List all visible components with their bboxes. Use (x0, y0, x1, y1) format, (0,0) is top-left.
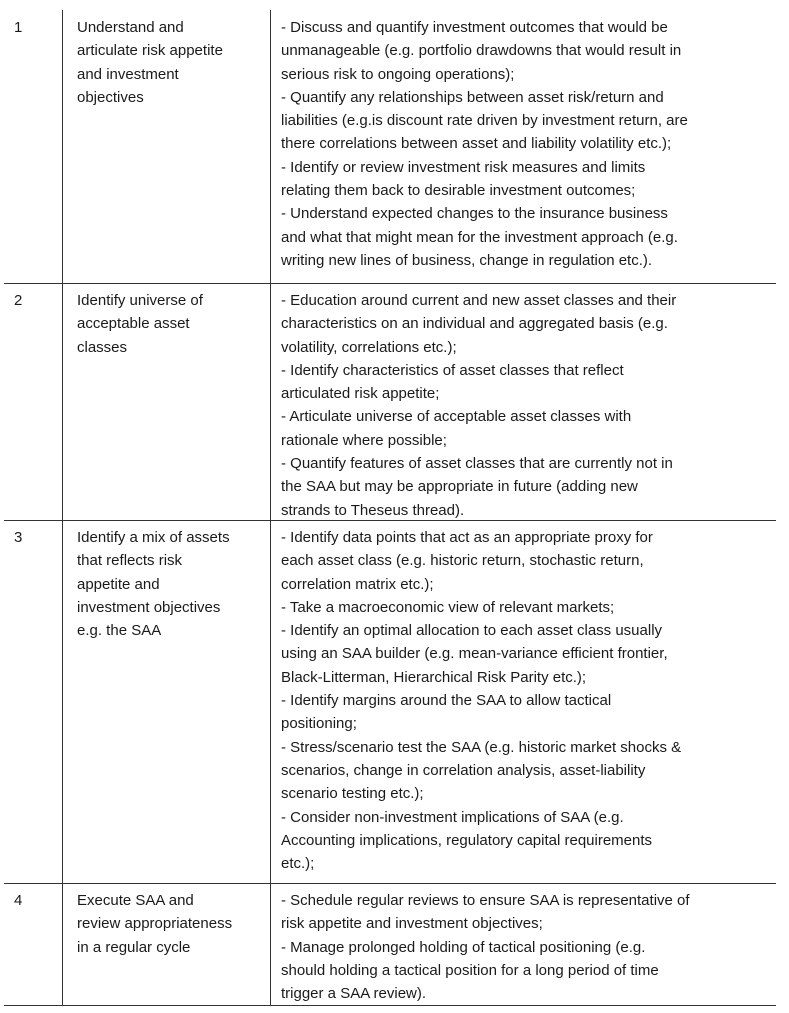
table-row (4, 283, 776, 521)
step-title (77, 289, 271, 359)
step-number-cell (4, 520, 62, 883)
activity-line: - Quantify any relationships between asset risk/return and (281, 88, 664, 106)
step-title-line: investment objectives (77, 598, 221, 616)
step-number: 3 (14, 529, 23, 546)
activity-line: characteristics on an individual and aggregated basis (e.g. (281, 315, 668, 333)
step-title-line: articulate risk appetite (77, 42, 223, 60)
activities-list (281, 526, 775, 875)
step-title-line: and investment (77, 65, 179, 83)
activities-cell (270, 520, 777, 883)
step-title-cell (62, 283, 271, 520)
step-title (77, 16, 271, 109)
step-number-cell (4, 883, 62, 1005)
step-title-line: acceptable asset (77, 315, 190, 333)
activity-line: positioning; (281, 715, 357, 733)
activity-line: should holding a tactical position for a long period of time (281, 961, 659, 979)
step-number-cell (4, 10, 62, 283)
step-title-line: review appropriateness (77, 915, 233, 933)
activity-line: each asset class (e.g. historic return, stochastic return, (281, 552, 644, 570)
activity-line: - Understand expected changes to the insurance business (281, 205, 668, 223)
activity-line: there correlations between asset and liability volatility etc.); (281, 135, 672, 153)
activity-line: using an SAA builder (e.g. mean-variance efficient frontier, (281, 645, 668, 663)
activity-line: relating them back to desirable investment outcomes; (281, 182, 636, 200)
activity-line: rationale where possible; (281, 431, 447, 449)
step-title-line: in a regular cycle (77, 938, 191, 956)
activity-line: - Identify margins around the SAA to allow tactical (281, 692, 612, 710)
activities-list (281, 889, 775, 1005)
step-number: 1 (14, 19, 23, 36)
step-title-line: Identify a mix of assets (77, 529, 230, 546)
activity-line: and what that might mean for the investment approach (e.g. (281, 228, 678, 246)
step-title-line: objectives (77, 88, 144, 106)
table-row (4, 10, 776, 284)
step-title-line: classes (77, 338, 128, 356)
activity-line: the SAA but may be appropriate in future (adding new (281, 478, 638, 496)
step-title-line: that reflects risk (77, 552, 183, 570)
step-title-line: appetite and (77, 575, 160, 593)
activities-cell (270, 10, 777, 283)
activity-line: - Stress/scenario test the SAA (e.g. historic market shocks & (281, 738, 682, 756)
activity-line: Accounting implications, regulatory capital requirements (281, 831, 653, 849)
activity-line: scenario testing etc.); (281, 785, 424, 803)
step-title (77, 526, 271, 642)
activity-line: unmanageable (e.g. portfolio drawdowns that would result in (281, 42, 682, 60)
activity-line: - Consider non-investment implications of SAA (e.g. (281, 808, 624, 826)
activities-list (281, 289, 775, 522)
activity-line: - Manage prolonged holding of tactical positioning (e.g. (281, 938, 646, 956)
activity-line: correlation matrix etc.); (281, 575, 434, 593)
table-row (4, 520, 776, 884)
activity-line: - Identify an optimal allocation to each asset class usually (281, 622, 663, 640)
activity-line: - Take a macroeconomic view of relevant markets; (281, 598, 615, 616)
activities-cell (270, 283, 777, 520)
step-title-cell (62, 520, 271, 883)
activity-line: - Articulate universe of acceptable asset classes with (281, 408, 632, 426)
step-title-line: Identify universe of (77, 292, 203, 309)
activity-line: liabilities (e.g.is discount rate driven by investment return, are (281, 112, 688, 130)
step-title-cell (62, 883, 271, 1005)
step-title-line: Understand and (77, 19, 184, 36)
step-title (77, 889, 271, 959)
step-title-cell (62, 10, 271, 283)
step-number: 2 (14, 292, 23, 309)
activities-list (281, 16, 775, 272)
activity-line: risk appetite and investment objectives; (281, 915, 543, 933)
activity-line: - Schedule regular reviews to ensure SAA is representative of (281, 892, 690, 909)
activity-line: Black-Litterman, Hierarchical Risk Parity etc.); (281, 668, 587, 686)
activity-line: writing new lines of business, change in regulation etc.). (281, 251, 653, 269)
activity-line: serious risk to ongoing operations); (281, 65, 515, 83)
table-row (4, 883, 776, 1006)
step-number-cell (4, 283, 62, 520)
activity-line: - Quantify features of asset classes that are currently not in (281, 455, 673, 473)
activity-line: - Identify or review investment risk measures and limits (281, 158, 646, 176)
activity-line: trigger a SAA review). (281, 985, 427, 1003)
activity-line: volatility, correlations etc.); (281, 338, 457, 356)
activity-line: articulated risk appetite; (281, 385, 440, 403)
step-number: 4 (14, 892, 23, 909)
activity-line: - Discuss and quantify investment outcomes that would be (281, 19, 668, 36)
activity-line: etc.); (281, 855, 315, 873)
activity-line: - Identify characteristics of asset classes that reflect (281, 361, 624, 379)
activity-line: strands to Theseus thread). (281, 501, 465, 519)
activity-line: - Education around current and new asset classes and their (281, 292, 677, 309)
activity-line: scenarios, change in correlation analysis, asset-liability (281, 761, 646, 779)
step-title-line: Execute SAA and (77, 892, 194, 909)
step-title-line: e.g. the SAA (77, 622, 162, 640)
activity-line: - Identify data points that act as an appropriate proxy for (281, 529, 653, 546)
activities-cell (270, 883, 777, 1005)
